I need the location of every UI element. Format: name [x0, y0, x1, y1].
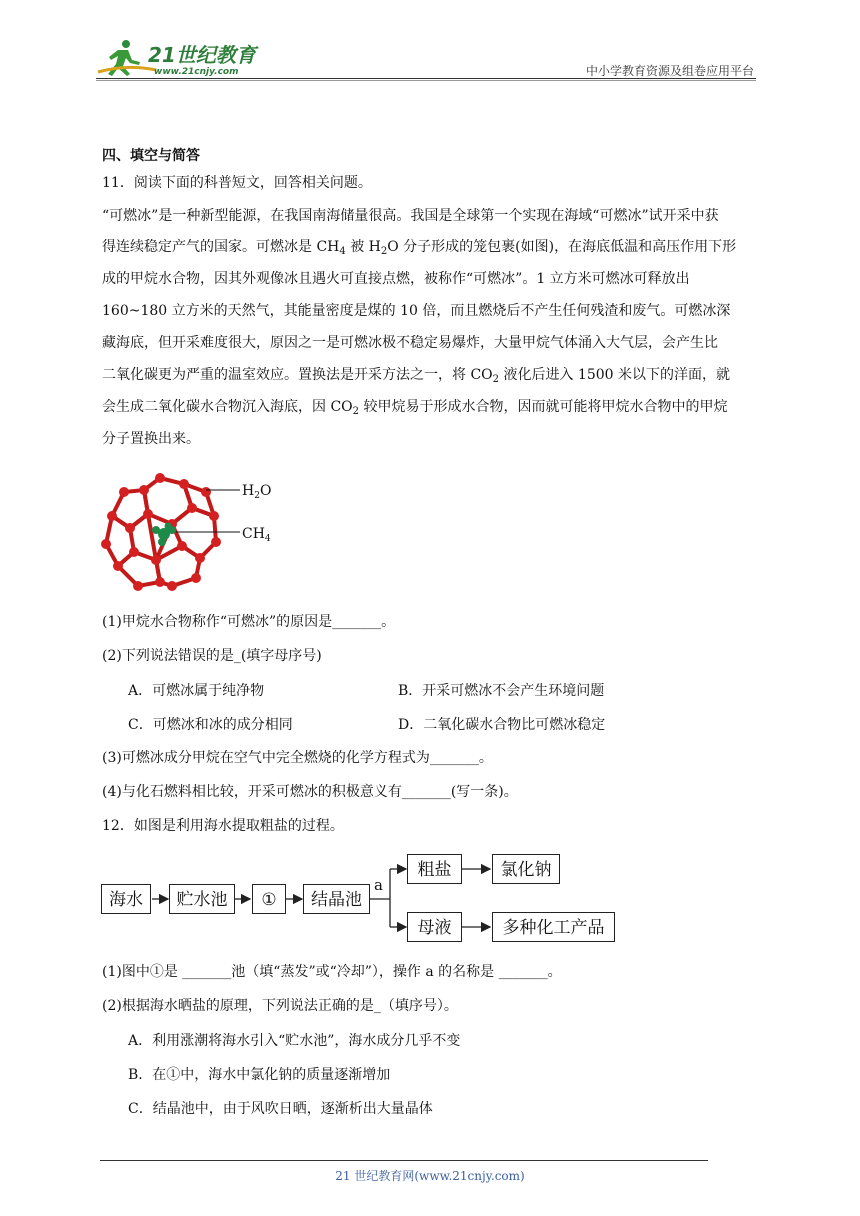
- footer-rule: [100, 1160, 708, 1161]
- q11-sub4: (4)与化石燃料相比较，开采可燃冰的积极意义有_______(写一条)。: [102, 784, 518, 800]
- q11-para-line: “可燃冰”是一种新型能源，在我国南海储量很高。我国是全球第一个实现在海域“可燃冰”试开采中获: [102, 208, 719, 224]
- q11-para-line: 得连续稳定产气的国家。可燃冰是 $CH_4$ 被 $H_2O$ 分子形成的笼包裹(如图)，在海底低温和高压作用下形: [102, 239, 737, 257]
- flow-node-crude-salt: 粗盐: [407, 854, 462, 884]
- q11-sub1: (1)甲烷水合物称作“可燃冰”的原因是_______。: [102, 614, 396, 630]
- q11-option-b: B．开采可燃冰不会产生环境问题: [398, 683, 605, 699]
- flow-node-reservoir: 贮水池: [169, 884, 235, 914]
- flow-op-label: a: [374, 876, 383, 894]
- flow-node-products: 多种化工产品: [492, 912, 615, 942]
- platform-name: 中小学教育资源及组卷应用平台: [585, 64, 754, 78]
- q12-stem: 12．如图是利用海水提取粗盐的过程。: [102, 818, 344, 834]
- site-logo: [96, 38, 266, 80]
- q11-para-line: 藏海底，但开采难度很大，原因之一是可燃冰极不稳定易爆炸，大量甲烷气体涌入大气层，会产生比: [102, 335, 718, 351]
- q11-para-line: 成的甲烷水合物，因其外观像冰且遇火可直接点燃，被称作“可燃冰”。1 立方米可燃冰可释放出: [102, 271, 690, 287]
- header-rule: [96, 78, 756, 79]
- svg-text:CH4: $CH_4$: [242, 526, 271, 544]
- q11-stem: 11．阅读下面的科普短文，回答相关问题。: [102, 175, 372, 191]
- q11-sub3: (3)可燃冰成分甲烷在空气中完全燃烧的化学方程式为_______。: [102, 750, 493, 766]
- flow-node-seawater: 海水: [101, 884, 151, 914]
- flow-node-nacl: 氯化钠: [492, 854, 560, 884]
- header-rule-thin: [96, 80, 756, 81]
- q11-option-d: D．二氧化碳水合物比可燃冰稳定: [398, 717, 606, 733]
- hydrate-cage-figure: [100, 470, 300, 595]
- q11-para-line: 二氧化碳更为严重的温室效应。置换法是开采方法之一，将 $CO_2$ 液化后进入 1500 米以下的洋面，就: [102, 367, 730, 385]
- q12-option-c: C．结晶池中，由于风吹日晒，逐渐析出大量晶体: [128, 1101, 433, 1117]
- q12-option-a: A．利用涨潮将海水引入“贮水池”，海水成分几乎不变: [128, 1033, 461, 1049]
- flow-node-crystallizer: 结晶池: [303, 884, 370, 914]
- svg-text:www.21cnjy.com: www.21cnjy.com: [154, 67, 239, 77]
- q12-sub2: (2)根据海水晒盐的原理，下列说法正确的是_（填序号）。: [102, 998, 458, 1014]
- q11-option-a: A．可燃冰属于纯净物: [128, 683, 265, 699]
- q12-sub1: (1)图中①是 _______池（填“蒸发”或“冷却”），操作 a 的名称是 _______。: [102, 964, 562, 980]
- q11-para-line: 会生成二氧化碳水合物沉入海底，因 $CO_2$ 较甲烷易于形成水合物，因而就可能将甲烷水合物中的甲烷: [102, 399, 728, 417]
- q11-sub2: (2)下列说法错误的是_(填字母序号): [102, 648, 322, 664]
- section-title: 四、填空与简答: [102, 148, 200, 164]
- q12-option-b: B．在①中，海水中氯化钠的质量逐渐增加: [128, 1067, 391, 1083]
- footer-text: 21 世纪教育网(www.21cnjy.com): [335, 1169, 525, 1183]
- q11-option-c: C．可燃冰和冰的成分相同: [128, 717, 293, 733]
- flow-node-step1: ①: [252, 884, 286, 914]
- flow-node-mother-liquor: 母液: [407, 912, 462, 942]
- svg-text:21世纪教育: 21世纪教育: [148, 43, 256, 67]
- q11-para-line: 分子置换出来。: [102, 431, 200, 447]
- svg-text:H2O: $H_2O$: [242, 483, 272, 501]
- q11-para-line: 160~180 立方米的天然气，其能量密度是煤的 10 倍，而且燃烧后不产生任何残渣和废气。可燃冰深: [102, 303, 731, 319]
